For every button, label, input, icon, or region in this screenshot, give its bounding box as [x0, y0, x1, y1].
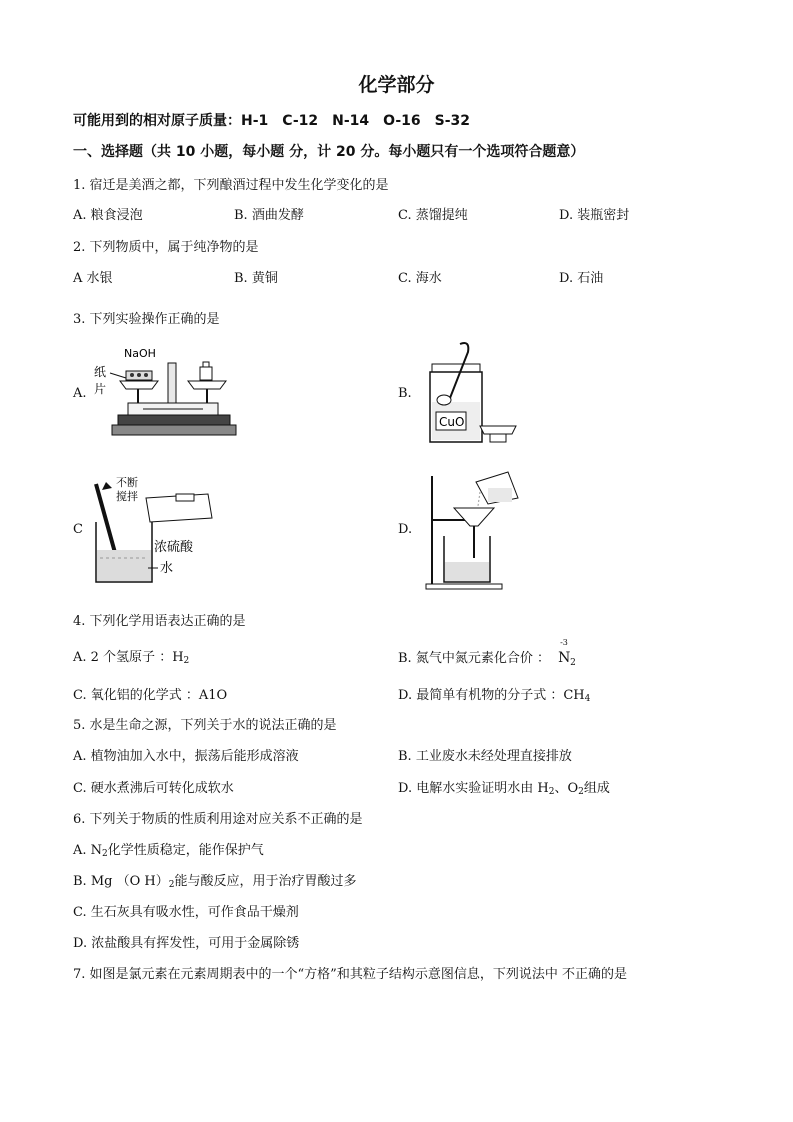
nitrogen-symbol: N: [558, 650, 571, 666]
q6-option-a[interactable]: A. $N_2$化学性质稳定，能作保护气: [73, 843, 264, 859]
q3-option-c[interactable]: C: [73, 522, 83, 537]
stir-label-2: 搅拌: [116, 490, 138, 503]
water-label: 水: [160, 561, 174, 576]
q3-option-b[interactable]: B.: [398, 386, 412, 401]
reagent-bottle-figure: [420, 338, 525, 448]
paper-label-1: 纸: [94, 365, 107, 379]
cuo-label: CuO: [439, 415, 465, 429]
q1-option-c[interactable]: C. 蒸馏提纯: [398, 208, 468, 223]
stir-label-1: 不断: [116, 476, 138, 489]
question-7-stem: 7. 如图是氯元素在元素周期表中的一个“方格”和其粒子结构示意图信息，下列说法中 不正确的是: [73, 967, 627, 982]
q2-option-c[interactable]: C. 海水: [398, 271, 442, 286]
section-heading: 一、选择题（共 10 小题，每小题 分，计 20 分。每小题只有一个选项符合题意）: [73, 144, 585, 160]
acid-label: 浓硫酸: [154, 540, 194, 555]
q5-option-b[interactable]: B. 工业废水未经处理直接排放: [398, 749, 572, 764]
q6-option-c[interactable]: C. 生石灰具有吸水性，可作食品干燥剂: [73, 905, 299, 920]
balance-figure: [88, 343, 248, 443]
question-2-stem: 2. 下列物质中，属于纯净物的是: [73, 240, 259, 255]
question-4-stem: 4. 下列化学用语表达正确的是: [73, 614, 246, 629]
naoh-label: NaOH: [124, 347, 156, 360]
q5-option-d[interactable]: D. 电解水实验证明水由 $H_2$、$O_2$组成: [398, 781, 610, 797]
q4-option-d[interactable]: D. 最简单有机物的分子式 ：$CH_4$: [398, 688, 591, 704]
q2-option-b[interactable]: B. 黄铜: [234, 271, 278, 286]
filtration-figure: [418, 466, 528, 591]
valence-mark: -3: [560, 638, 568, 647]
question-6-stem: 6. 下列关于物质的性质利用途对应关系不正确的是: [73, 812, 363, 827]
q2-option-d[interactable]: D. 石油: [559, 271, 604, 286]
q5-option-c[interactable]: C. 硬水煮沸后可转化成软水: [73, 781, 234, 796]
question-5-stem: 5. 水是生命之源，下列关于水的说法正确的是: [73, 718, 337, 733]
q2-option-a[interactable]: A 水银: [73, 271, 113, 286]
q1-option-a[interactable]: A. 粮食浸泡: [73, 208, 143, 223]
dilution-figure: [88, 474, 223, 586]
q1-option-d[interactable]: D. 装瓶密封: [559, 208, 630, 223]
question-3-stem: 3. 下列实验操作正确的是: [73, 312, 220, 327]
q4-option-c[interactable]: C. 氧化铝的化学式 ：A1O: [73, 688, 228, 703]
q5-option-a[interactable]: A. 植物油加入水中，振荡后能形成溶液: [73, 749, 299, 764]
q6-option-b[interactable]: B. Mg （O $H)_2$能与酸反应，用于治疗胃酸过多: [73, 874, 357, 890]
question-1-stem: 1. 宿迁是美酒之都，下列酿酒过程中发生化学变化的是: [73, 178, 389, 193]
q4-option-a[interactable]: A. 2 个氢原子 ：$H_2$: [73, 650, 190, 666]
q6-option-d[interactable]: D. 浓盐酸具有挥发性，可用于金属除锈: [73, 936, 300, 951]
atomic-masses: 可能用到的相对原子质量：H-1 C-12 N-14 O-16 S-32: [73, 113, 470, 129]
paper-label-2: 片: [94, 382, 107, 396]
page-title: 化学部分: [358, 74, 435, 96]
q3-option-a[interactable]: A.: [73, 386, 87, 401]
q4-option-b[interactable]: B. 氮气中氮元素化合价 ： -3 N 2: [398, 638, 576, 668]
q1-option-b[interactable]: B. 酒曲发酵: [234, 208, 304, 223]
q3-option-d[interactable]: D.: [398, 522, 413, 537]
